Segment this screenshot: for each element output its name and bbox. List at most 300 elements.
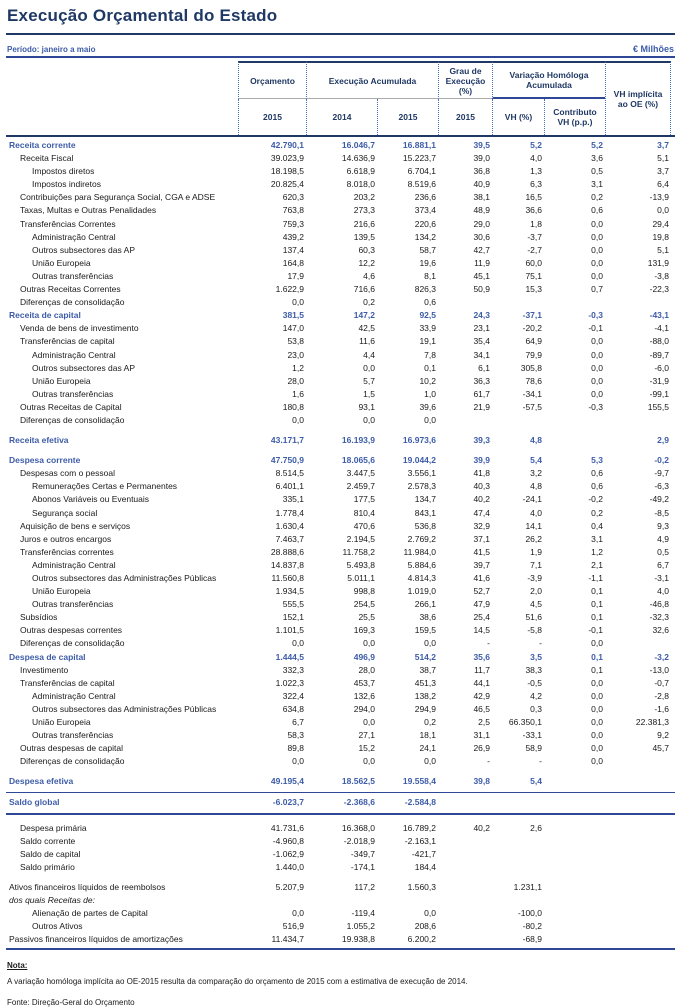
table-row (6, 257, 675, 270)
cell-orcamento-2015: 516,9 (282, 921, 304, 932)
table-row (6, 204, 675, 217)
table-row (6, 598, 675, 611)
cell-grau-execucao-2015: 40,3 (473, 481, 490, 492)
row-label: Despesas com o pessoal (20, 468, 115, 479)
cell-execucao-2015: 6.704,1 (407, 166, 436, 177)
cell-vh-implicita-oe (605, 775, 671, 788)
table-row (6, 703, 675, 716)
cell-vh-implicita-oe (605, 755, 671, 768)
cell-execucao-2014: -174,1 (350, 861, 375, 872)
cell-vh-implicita-oe: -3,8 (654, 270, 669, 281)
table-row (6, 716, 675, 729)
cell-vh-implicita-oe: -88,0 (649, 336, 669, 347)
cell-grau-execucao-2015: 32,9 (473, 520, 490, 531)
cell-vh-pct: -3,9 (527, 573, 542, 583)
cell-vh-pct: 26,2 (525, 533, 542, 544)
table-row (6, 775, 675, 788)
cell-vh-implicita-oe: 0,0 (657, 205, 669, 216)
cell-grau-execucao-2015: 48,9 (473, 205, 490, 216)
cell-execucao-2014: 147,2 (353, 310, 375, 321)
row-label: Receita efetiva (9, 435, 69, 446)
cell-execucao-2014: 132,6 (353, 690, 375, 701)
cell-vh-implicita-oe: 4,0 (657, 586, 669, 597)
cell-grau-execucao-2015: 24,3 (473, 310, 490, 321)
cell-execucao-2014: 5.011,1 (347, 573, 375, 583)
row-label: Transferências Correntes (20, 218, 116, 229)
cell-execucao-2015: 19,1 (419, 336, 436, 347)
cell-grau-execucao-2015 (438, 796, 492, 809)
table-row (6, 729, 675, 742)
cell-execucao-2014: 470,6 (353, 520, 375, 531)
cell-grau-execucao-2015: 41,6 (473, 573, 490, 583)
cell-vh-implicita-oe: -9,7 (654, 468, 669, 479)
cell-orcamento-2015: -6.023,7 (272, 796, 304, 807)
cell-vh-implicita-oe: 0,5 (657, 546, 669, 557)
cell-contributo-vh: 0,0 (591, 743, 603, 754)
cell-orcamento-2015: 620,3 (282, 192, 304, 203)
title-block (6, 4, 675, 35)
col-header-grau-2015: 2015 (438, 99, 492, 135)
row-label: Despesa corrente (9, 455, 81, 466)
col-group-vh-implicita-oe: VH implícita ao OE (%) (605, 61, 671, 135)
cell-execucao-2014: -349,7 (350, 848, 375, 859)
table-row (6, 493, 675, 506)
cell-orcamento-2015: 335,1 (282, 494, 304, 505)
cell-vh-implicita-oe: 45,7 (652, 743, 669, 754)
col-group-grau-execucao: Grau de Execução (%) (438, 61, 492, 99)
cell-execucao-2014: 0,0 (363, 638, 375, 649)
row-label: Aquisição de bens e serviços (20, 520, 131, 531)
cell-execucao-2014: -2.018,9 (343, 835, 375, 846)
cell-execucao-2014: 1.055,2 (346, 921, 375, 932)
row-label: União Europeia (32, 717, 91, 728)
cell-execucao-2015: 18,1 (419, 730, 436, 741)
cell-grau-execucao-2015: 40,9 (473, 179, 490, 190)
cell-orcamento-2015: 137,4 (282, 244, 304, 255)
cell-contributo-vh: -0,1 (588, 323, 603, 334)
cell-vh-pct: 2,0 (530, 586, 542, 597)
cell-execucao-2015: 514,2 (414, 651, 436, 662)
cell-vh-pct: -0,5 (527, 677, 542, 688)
cell-orcamento-2015: 6,7 (292, 717, 304, 728)
col-header-execucao-2014: 2014 (306, 99, 377, 135)
cell-execucao-2014: 169,3 (353, 625, 375, 636)
cell-vh-pct: 5,4 (530, 776, 542, 787)
table-row (6, 611, 675, 624)
row-label: União Europeia (32, 375, 91, 386)
cell-vh-pct: 0,3 (530, 703, 542, 714)
cell-execucao-2015: 5.884,6 (407, 559, 436, 570)
cell-execucao-2015: 451,3 (414, 677, 436, 688)
cell-contributo-vh: 0,0 (591, 375, 603, 386)
cell-contributo-vh: 0,6 (591, 468, 603, 479)
table-row (6, 755, 675, 768)
cell-execucao-2015: 266,1 (414, 599, 436, 610)
table-row (6, 920, 675, 933)
cell-vh-implicita-oe: 9,2 (657, 730, 669, 741)
cell-vh-pct (492, 835, 544, 848)
cell-contributo-vh: -0,3 (588, 401, 603, 412)
cell-orcamento-2015: 1.440,0 (275, 861, 304, 872)
cell-vh-pct: 4,5 (530, 599, 542, 610)
cell-contributo-vh: 0,0 (591, 690, 603, 701)
table-row (6, 585, 675, 598)
cell-grau-execucao-2015: 31,1 (473, 730, 490, 741)
cell-orcamento-2015: 11.434,7 (271, 934, 304, 945)
row-label: União Europeia (32, 586, 91, 597)
cell-vh-pct: 66.350,1 (508, 717, 542, 728)
cell-orcamento-2015: 164,8 (282, 257, 304, 268)
cell-execucao-2015: 15.223,7 (402, 153, 436, 164)
cell-execucao-2015: 16.973,6 (402, 435, 436, 446)
cell-grau-execucao-2015: 39,3 (473, 435, 490, 446)
cell-contributo-vh: 5,2 (591, 140, 603, 150)
cell-vh-pct: -68,9 (522, 934, 542, 945)
cell-grau-execucao-2015: 47,4 (473, 507, 490, 518)
row-label: Administração Central (32, 559, 116, 570)
table-row (6, 480, 675, 493)
cell-vh-pct: - (539, 638, 542, 649)
table-header (6, 61, 675, 137)
cell-vh-implicita-oe: -0,2 (654, 455, 669, 466)
cell-grau-execucao-2015: 39,5 (473, 140, 490, 150)
cell-execucao-2014: 2.459,7 (346, 481, 375, 492)
cell-orcamento-2015: 14.837,8 (270, 559, 304, 570)
cell-contributo-vh: -0,1 (588, 625, 603, 636)
table-row (6, 572, 675, 585)
col-group-orcamento: Orçamento (238, 61, 306, 99)
cell-vh-pct: 2,6 (530, 822, 542, 833)
row-label: Subsídios (20, 612, 58, 623)
cell-execucao-2015: 0,0 (424, 414, 436, 425)
table-row (6, 624, 675, 637)
cell-contributo-vh (544, 894, 605, 907)
cell-orcamento-2015: 1,2 (292, 362, 304, 373)
cell-execucao-2015: 10,2 (419, 375, 436, 386)
cell-grau-execucao-2015: 50,9 (473, 284, 490, 295)
cell-orcamento-2015: 0,0 (292, 414, 304, 425)
cell-vh-implicita-oe: -1,6 (654, 703, 669, 714)
cell-grau-execucao-2015 (438, 848, 492, 861)
cell-contributo-vh: 0,2 (591, 507, 603, 518)
cell-grau-execucao-2015: 36,3 (473, 375, 490, 386)
row-label: Outros Ativos (32, 921, 83, 932)
cell-vh-pct: -5,8 (527, 625, 542, 636)
row-label: Investimento (20, 664, 69, 675)
cell-execucao-2014: 177,5 (353, 494, 375, 505)
table-row (6, 191, 675, 204)
cell-contributo-vh (544, 835, 605, 848)
cell-contributo-vh: 0,0 (591, 270, 603, 281)
cell-grau-execucao-2015: 40,2 (473, 494, 490, 505)
row-label: Outros subsectores das AP (32, 244, 135, 255)
cell-orcamento-2015: 759,3 (282, 218, 304, 229)
table-row (6, 792, 675, 815)
row-label: Diferenças de consolidação (20, 638, 125, 649)
cell-contributo-vh (544, 822, 605, 835)
cell-vh-implicita-oe (605, 920, 671, 933)
table-row (6, 651, 675, 664)
cell-orcamento-2015: 23,0 (287, 349, 304, 360)
table-row (6, 296, 675, 309)
table-row (6, 742, 675, 755)
cell-vh-pct: -33,1 (522, 730, 542, 741)
cell-execucao-2014: 0,0 (363, 717, 375, 728)
cell-orcamento-2015: 28,0 (287, 375, 304, 386)
cell-execucao-2015: 19,6 (419, 257, 436, 268)
cell-orcamento-2015: 8.514,5 (275, 468, 304, 479)
table-row (6, 822, 675, 835)
cell-vh-implicita-oe: 155,5 (647, 401, 669, 412)
table-row (6, 283, 675, 296)
cell-execucao-2014: 294,0 (353, 703, 375, 714)
row-label: Passivos financeiros líquidos de amortizações (9, 934, 183, 945)
cell-grau-execucao-2015: 36,8 (473, 166, 490, 177)
cell-vh-pct: -80,2 (522, 921, 542, 932)
table-row (6, 907, 675, 920)
cell-grau-execucao-2015: 6,1 (478, 362, 490, 373)
row-label: Administração Central (32, 349, 116, 360)
cell-contributo-vh (544, 920, 605, 933)
cell-orcamento-2015: 6.401,1 (275, 481, 304, 492)
cell-vh-pct: 3,2 (530, 468, 542, 479)
row-label: Juros e outros encargos (20, 533, 112, 544)
cell-execucao-2015: 0,0 (424, 756, 436, 767)
table-row (6, 546, 675, 559)
cell-execucao-2015: 0,1 (424, 362, 436, 373)
cell-execucao-2014: 4,6 (363, 270, 375, 281)
cell-vh-pct (492, 414, 544, 427)
col-header-contributo-vh: Contributo VH (p.p.) (544, 99, 605, 135)
cell-execucao-2015: 373,4 (414, 205, 436, 216)
cell-orcamento-2015: 763,8 (282, 205, 304, 216)
cell-execucao-2014: 0,0 (363, 362, 375, 373)
row-label: dos quais Receitas de: (9, 895, 95, 906)
cell-execucao-2014: 453,7 (353, 677, 375, 688)
cell-vh-pct: 4,8 (530, 435, 542, 446)
cell-contributo-vh: 0,6 (591, 481, 603, 492)
cell-execucao-2014: 0,0 (363, 756, 375, 767)
cell-contributo-vh: 0,1 (591, 651, 603, 662)
cell-execucao-2015: 2.769,2 (407, 533, 436, 544)
cell-vh-implicita-oe: -6,0 (654, 362, 669, 373)
table-row (6, 434, 675, 447)
row-label: Despesa efetiva (9, 776, 74, 787)
cell-execucao-2014: 5,7 (363, 375, 375, 386)
cell-vh-pct: -24,1 (522, 494, 542, 505)
cell-grau-execucao-2015: 40,2 (473, 822, 490, 833)
cell-vh-implicita-oe: -32,3 (649, 612, 669, 623)
source-line: Fonte: Direção-Geral do Orçamento (7, 998, 135, 1007)
row-label: Saldo primário (20, 861, 75, 872)
cell-contributo-vh: 0,0 (591, 349, 603, 360)
cell-vh-implicita-oe: -0,7 (654, 677, 669, 688)
cell-vh-implicita-oe: 6,4 (657, 179, 669, 190)
cell-grau-execucao-2015: 61,7 (473, 388, 490, 399)
cell-grau-execucao-2015: 46,5 (473, 703, 490, 714)
cell-grau-execucao-2015 (438, 881, 492, 894)
cell-orcamento-2015: 1.622,9 (275, 284, 304, 295)
row-label: Taxas, Multas e Outras Penalidades (20, 205, 157, 216)
cell-contributo-vh: 0,0 (591, 730, 603, 741)
table-row (6, 231, 675, 244)
table-row (6, 664, 675, 677)
row-label: Transferências de capital (20, 336, 115, 347)
col-header-orcamento-2015: 2015 (238, 99, 306, 135)
row-label: Diferenças de consolidação (20, 414, 125, 425)
cell-vh-implicita-oe: -8,5 (654, 507, 669, 518)
cell-execucao-2015: 3.556,1 (407, 468, 436, 479)
cell-execucao-2014: 216,6 (353, 218, 375, 229)
cell-execucao-2014: 11.758,2 (342, 546, 375, 557)
cell-vh-pct: 1,8 (530, 218, 542, 229)
cell-vh-pct: 4,2 (530, 690, 542, 701)
cell-grau-execucao-2015: 11,7 (474, 664, 490, 675)
cell-vh-implicita-oe: -3,2 (654, 651, 669, 662)
cell-execucao-2015: 0,0 (424, 908, 436, 919)
cell-contributo-vh: -0,3 (588, 310, 603, 321)
cell-vh-implicita-oe: 32,6 (652, 625, 669, 636)
row-label: Outras despesas correntes (20, 625, 123, 636)
cell-contributo-vh: 0,0 (591, 677, 603, 688)
cell-orcamento-2015: 147,0 (282, 323, 304, 334)
cell-vh-pct (492, 848, 544, 861)
col-header-execucao-2015: 2015 (377, 99, 438, 135)
cell-grau-execucao-2015: 14,5 (473, 625, 490, 636)
cell-execucao-2014: 3.447,5 (346, 468, 375, 479)
cell-orcamento-2015: 49.195,4 (270, 776, 304, 787)
cell-execucao-2015: 2.578,3 (407, 481, 436, 492)
cell-vh-implicita-oe: -22,3 (649, 284, 669, 295)
cell-execucao-2014: 19.938,8 (341, 934, 375, 945)
cell-execucao-2014: 18.562,5 (341, 776, 375, 787)
cell-vh-implicita-oe: -4,1 (654, 323, 669, 334)
cell-contributo-vh: 0,0 (591, 756, 603, 767)
cell-contributo-vh (544, 796, 605, 809)
cell-grau-execucao-2015: 42,9 (473, 690, 490, 701)
row-label: Saldo corrente (20, 835, 76, 846)
cell-grau-execucao-2015: 42,7 (473, 244, 490, 255)
cell-execucao-2014: 716,6 (353, 284, 375, 295)
cell-orcamento-2015: 41.731,6 (270, 822, 304, 833)
cell-orcamento-2015: 42.790,1 (270, 140, 304, 150)
cell-execucao-2014: 1,5 (363, 388, 375, 399)
cell-contributo-vh: 0,1 (591, 599, 603, 610)
cell-vh-pct: 58,9 (525, 743, 542, 754)
cell-grau-execucao-2015: 2,5 (478, 717, 490, 728)
row-label-column-header (6, 61, 238, 135)
cell-vh-implicita-oe: -6,3 (654, 481, 669, 492)
table-row (6, 244, 675, 257)
row-label: Outras transferências (32, 388, 114, 399)
cell-vh-implicita-oe (605, 414, 671, 427)
cell-contributo-vh (544, 414, 605, 427)
cell-vh-pct (492, 296, 544, 309)
row-label: Transferências de capital (20, 677, 115, 688)
table-row (6, 152, 675, 165)
cell-contributo-vh (544, 881, 605, 894)
cell-vh-implicita-oe: 5,1 (657, 244, 669, 255)
cell-vh-implicita-oe: 4,9 (657, 533, 669, 544)
cell-execucao-2015: -2.163,1 (404, 835, 436, 846)
cell-execucao-2015: 1.560,3 (407, 881, 436, 892)
cell-orcamento-2015: 18.198,5 (270, 166, 304, 177)
cell-vh-pct: 4,0 (530, 153, 542, 164)
cell-contributo-vh: 0,4 (591, 520, 603, 531)
cell-grau-execucao-2015 (438, 835, 492, 848)
cell-grau-execucao-2015: 45,1 (473, 270, 490, 281)
cell-grau-execucao-2015: 35,4 (473, 336, 490, 347)
cell-orcamento-2015: 5.207,9 (275, 881, 304, 892)
cell-vh-implicita-oe: 22.381,3 (635, 717, 669, 728)
cell-execucao-2014: 14.636,9 (341, 153, 375, 164)
row-label: Contribuições para Segurança Social, CGA e ADSE (20, 192, 216, 203)
cell-execucao-2014: 0,0 (363, 414, 375, 425)
cell-contributo-vh: 0,0 (591, 717, 603, 728)
note-text: A variação homóloga implícita ao OE-2015 resulta da comparação do orçamento de 2015 com a estimativa de execução de 2014. (7, 977, 468, 987)
cell-vh-implicita-oe: -99,1 (649, 388, 669, 399)
cell-vh-pct: -57,5 (522, 401, 542, 412)
cell-orcamento-2015: 634,8 (282, 703, 304, 714)
table-row (6, 270, 675, 283)
cell-execucao-2015: 24,1 (419, 743, 436, 754)
cell-execucao-2015: 6.200,2 (407, 934, 436, 945)
cell-execucao-2014 (306, 894, 377, 907)
cell-grau-execucao-2015: 25,4 (473, 612, 490, 623)
cell-execucao-2015: 134,2 (414, 231, 436, 242)
table-row (6, 690, 675, 703)
cell-execucao-2015: 0,2 (424, 717, 436, 728)
cell-execucao-2015: 16.789,2 (402, 822, 436, 833)
row-label: União Europeia (32, 257, 91, 268)
cell-vh-pct: 305,8 (520, 362, 542, 373)
row-label: Despesa primária (20, 822, 87, 833)
cell-vh-pct: 38,3 (525, 664, 542, 675)
table-body (6, 139, 675, 950)
cell-vh-implicita-oe: 131,9 (647, 257, 669, 268)
cell-grau-execucao-2015: 35,6 (473, 651, 490, 662)
cell-execucao-2014: 8.018,0 (346, 179, 375, 190)
cell-grau-execucao-2015 (438, 296, 492, 309)
cell-execucao-2014: 139,5 (353, 231, 375, 242)
cell-contributo-vh: 3,6 (591, 153, 603, 164)
cell-vh-pct: 4,0 (530, 507, 542, 518)
cell-orcamento-2015: 89,8 (287, 743, 304, 754)
col-header-vh-pct: VH (%) (492, 99, 544, 135)
cell-execucao-2015: 220,6 (414, 218, 436, 229)
cell-grau-execucao-2015 (438, 894, 492, 907)
cell-execucao-2014: -2.368,6 (343, 796, 375, 807)
cell-vh-pct (492, 861, 544, 874)
cell-vh-pct: 78,6 (525, 375, 542, 386)
cell-vh-pct: 75,1 (525, 270, 542, 281)
cell-contributo-vh: 2,1 (591, 559, 603, 570)
cell-orcamento-2015: 53,8 (287, 336, 304, 347)
cell-execucao-2014: -119,4 (351, 908, 375, 919)
cell-execucao-2015: 0,6 (424, 297, 436, 308)
cell-execucao-2014: 6.618,9 (346, 166, 375, 177)
cell-execucao-2015: 236,6 (414, 192, 436, 203)
cell-contributo-vh: 0,0 (591, 703, 603, 714)
cell-orcamento-2015: 17,9 (287, 270, 304, 281)
row-label: Remunerações Certas e Permanentes (32, 481, 178, 492)
cell-execucao-2015: 536,8 (414, 520, 436, 531)
cell-contributo-vh: 0,1 (591, 586, 603, 597)
cell-orcamento-2015: 0,0 (292, 638, 304, 649)
cell-vh-pct: -34,1 (522, 388, 542, 399)
cell-execucao-2015: 159,5 (414, 625, 436, 636)
cell-grau-execucao-2015: 44,1 (473, 677, 490, 688)
